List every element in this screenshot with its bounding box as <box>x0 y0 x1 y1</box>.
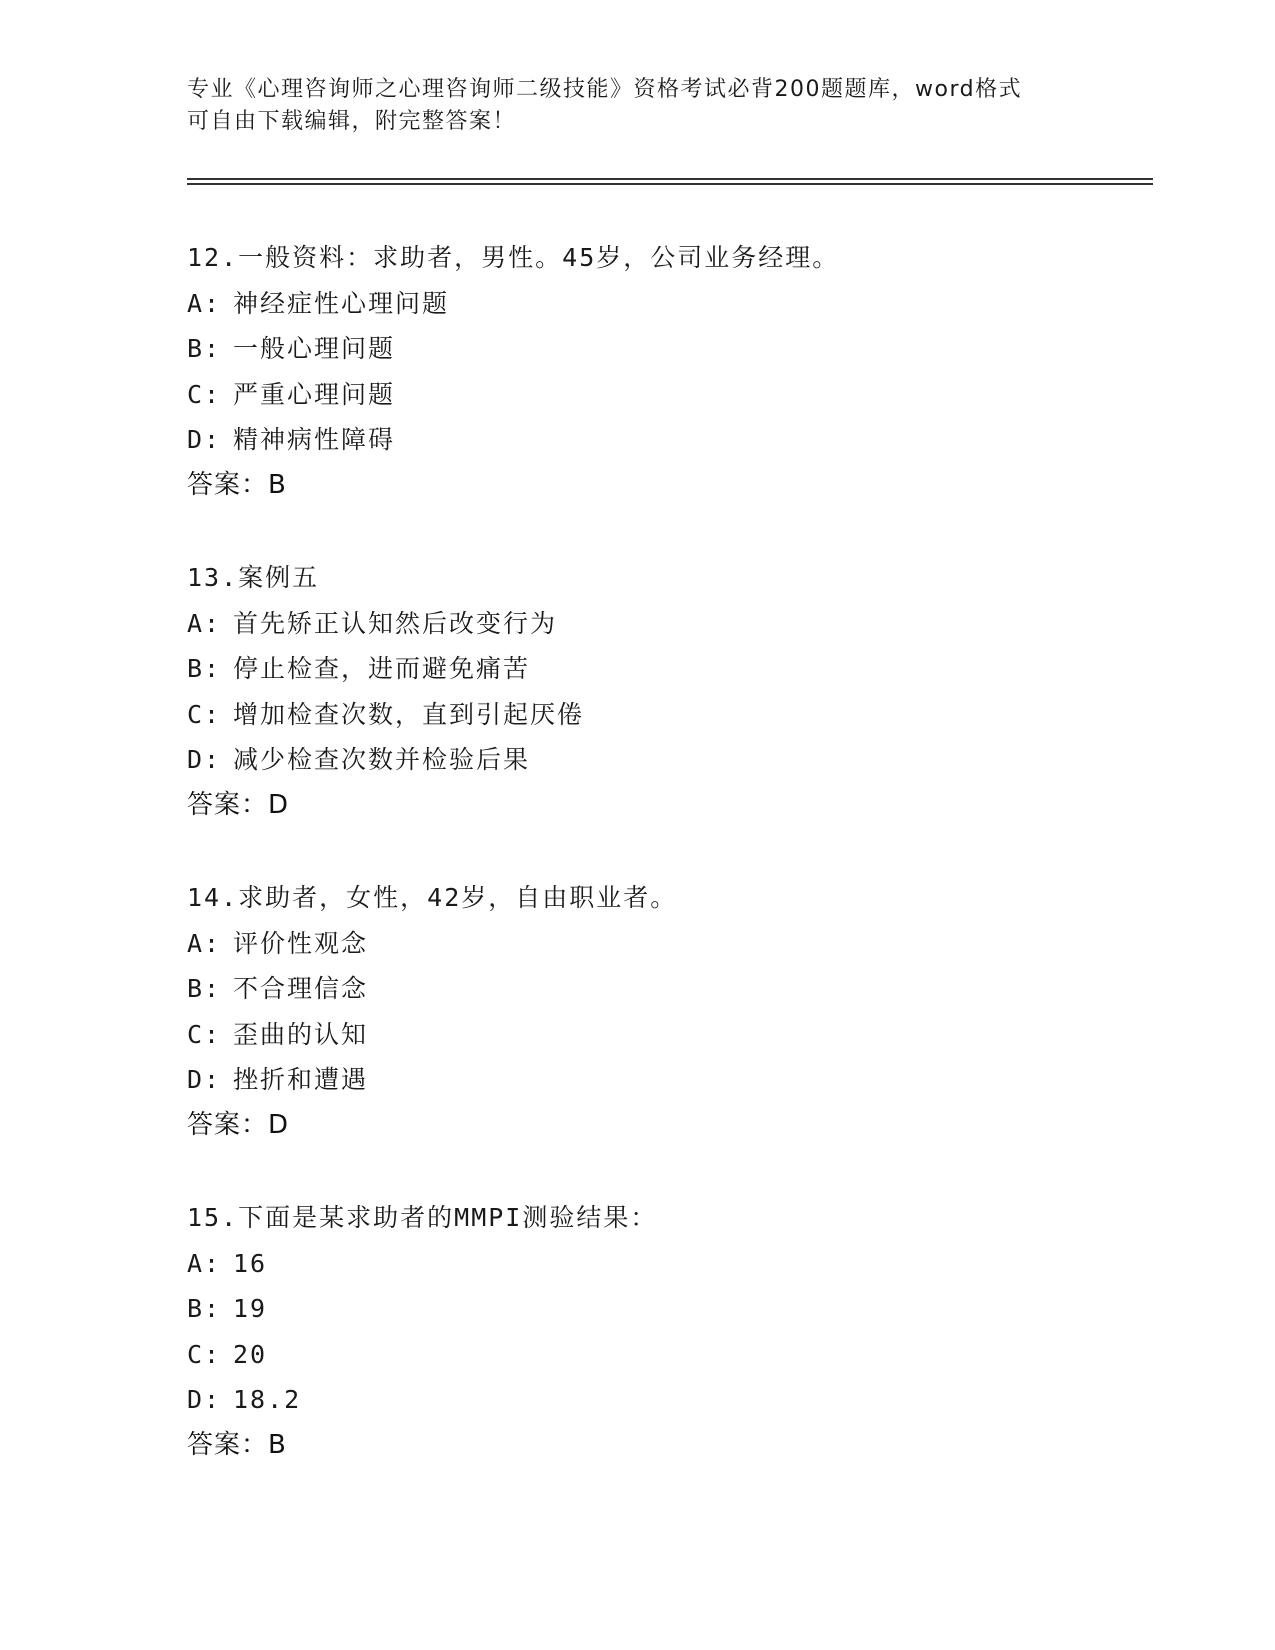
option-text: 增加检查次数，直到引起厌倦 <box>233 699 585 729</box>
option-c <box>187 692 1147 738</box>
option-text: 一般心理问题 <box>233 334 396 363</box>
answer: 答案：D <box>187 1109 290 1140</box>
option-text: 19 <box>233 1294 268 1323</box>
option-key: D: <box>187 1065 222 1094</box>
option-text: 严重心理问题 <box>233 379 396 409</box>
question-stem: 15.下面是某求助者的MMPI测验结果： <box>187 1203 658 1232</box>
option-key: B: <box>187 654 222 683</box>
option-text: 神经症性心理问题 <box>233 288 450 318</box>
option-b <box>187 1286 1147 1332</box>
option-text: 18.2 <box>233 1385 302 1414</box>
option-key: C: <box>187 379 222 409</box>
option-key: B: <box>187 334 222 363</box>
option-a <box>187 921 1147 967</box>
question-stem: 13.案例五 <box>187 563 320 592</box>
option-key: C: <box>187 699 222 729</box>
option-b <box>187 326 1147 372</box>
option-key: A: <box>187 288 222 318</box>
option-b <box>187 966 1147 1012</box>
option-key: D: <box>187 1385 222 1414</box>
option-d <box>187 417 1147 463</box>
question-12 <box>187 235 1147 508</box>
document-header <box>187 74 1087 138</box>
option-key: B: <box>187 1294 222 1323</box>
option-text: 不合理信念 <box>233 974 369 1003</box>
answer: 答案：B <box>187 1429 287 1460</box>
option-d <box>187 1377 1147 1423</box>
option-a <box>187 601 1147 647</box>
question-stem: 14.求助者，女性，42岁，自由职业者。 <box>187 883 678 912</box>
option-text: 歪曲的认知 <box>233 1019 369 1049</box>
option-c <box>187 1012 1147 1058</box>
option-key: D: <box>187 425 222 454</box>
option-key: A: <box>187 608 222 638</box>
answer: 答案：D <box>187 789 290 820</box>
option-key: A: <box>187 928 222 958</box>
option-text: 减少检查次数并检验后果 <box>233 745 531 774</box>
option-text: 评价性观念 <box>233 928 369 958</box>
option-a <box>187 281 1147 327</box>
option-d <box>187 737 1147 783</box>
option-c <box>187 372 1147 418</box>
question-14 <box>187 875 1147 1148</box>
option-text: 精神病性障碍 <box>233 425 396 454</box>
option-text: 首先矫正认知然后改变行为 <box>233 608 558 638</box>
option-key: A: <box>187 1248 222 1278</box>
header-divider-bottom <box>187 183 1153 185</box>
option-key: B: <box>187 974 222 1003</box>
option-text: 20 <box>233 1339 268 1369</box>
answer: 答案：B <box>187 469 287 500</box>
question-13 <box>187 555 1147 828</box>
header-line-2: 可自由下载编辑，附完整答案！ <box>187 109 517 134</box>
option-text: 停止检查，进而避免痛苦 <box>233 654 531 683</box>
option-text: 16 <box>233 1248 268 1278</box>
question-list <box>187 235 1147 1515</box>
option-d <box>187 1057 1147 1103</box>
header-divider-top <box>187 178 1153 180</box>
option-a <box>187 1241 1147 1287</box>
question-15 <box>187 1195 1147 1468</box>
option-key: C: <box>187 1339 222 1369</box>
option-b <box>187 646 1147 692</box>
option-text: 挫折和遭遇 <box>233 1065 369 1094</box>
option-key: C: <box>187 1019 222 1049</box>
header-line-1: 专业《心理咨询师之心理咨询师二级技能》资格考试必背200题题库，word格式 <box>187 77 1023 102</box>
question-stem: 12.一般资料：求助者，男性。45岁，公司业务经理。 <box>187 243 840 272</box>
option-c <box>187 1332 1147 1378</box>
option-key: D: <box>187 745 222 774</box>
